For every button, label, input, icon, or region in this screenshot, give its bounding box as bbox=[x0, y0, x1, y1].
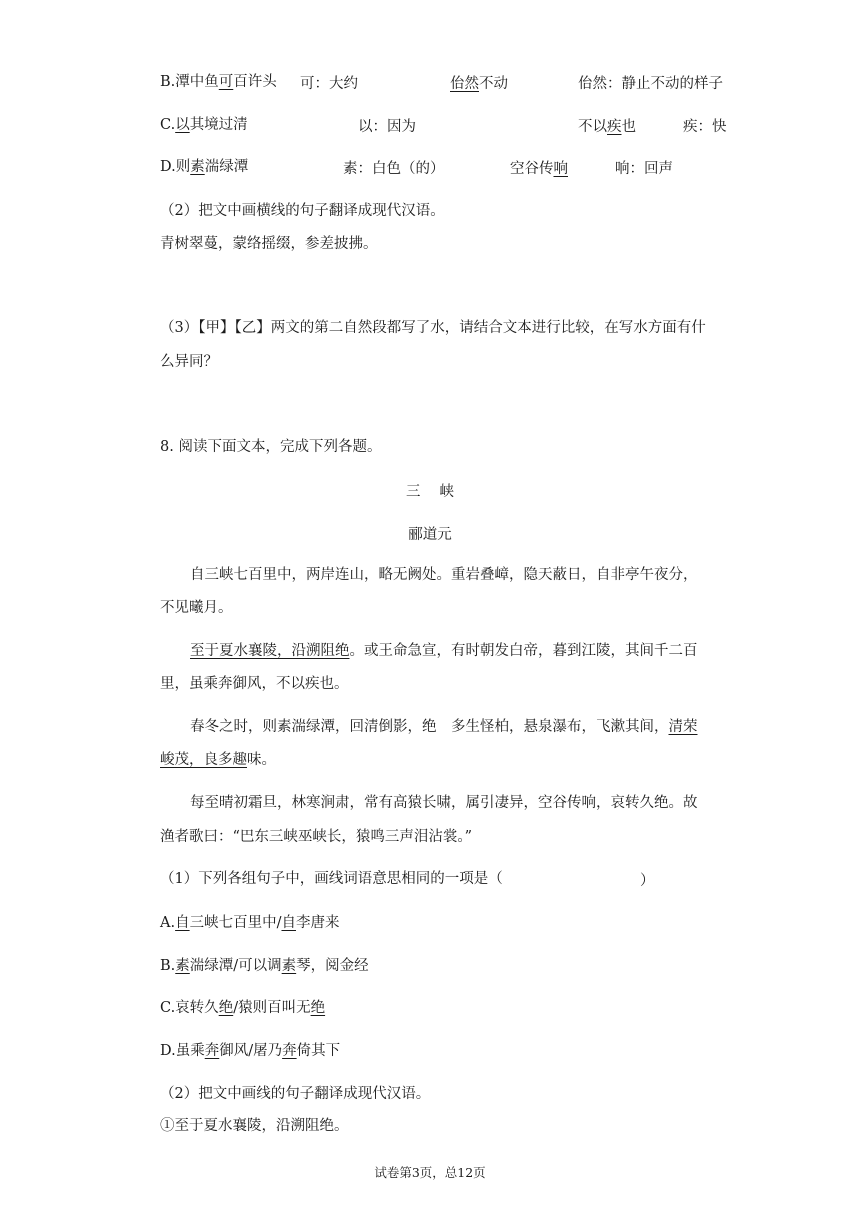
underlined-word: 素 bbox=[175, 958, 190, 974]
option-c-part2: 不以疾也 bbox=[578, 119, 636, 135]
underlined-word: 奔 bbox=[204, 1043, 220, 1059]
underlined-word: 疾 bbox=[607, 119, 622, 135]
passage-title: 三 峡 bbox=[405, 484, 455, 500]
underlined-word: 自 bbox=[175, 915, 190, 931]
underlined-sentence: 清荣 bbox=[668, 719, 698, 735]
gloss: 素：白色（的） bbox=[343, 161, 445, 177]
q8-option-c: C.哀转久绝/猿则百叫无绝 bbox=[160, 1000, 326, 1016]
paragraph-2-line2: 里，虽乘奔御风，不以疾也。 bbox=[160, 676, 349, 692]
sentence-to-translate: 青树翠蔓，蒙络摇缀，参差披拂。 bbox=[160, 236, 378, 252]
option-d: D.则素湍绿潭 bbox=[160, 159, 249, 175]
underlined-sentence: 至于夏水襄陵，沿溯阻绝 bbox=[190, 643, 350, 659]
paragraph-4-line2: 渔者歌曰：“巴东三峡巫峡长，猿鸣三声泪沾裳。” bbox=[160, 829, 473, 845]
underlined-word: 佁然 bbox=[450, 76, 479, 92]
underlined-word: 素 bbox=[190, 159, 205, 175]
underlined-word: 可 bbox=[218, 74, 234, 90]
paragraph-3-line2: 峻茂，良多趣味。 bbox=[160, 752, 276, 768]
paragraph-2-line1: 至于夏水襄陵，沿溯阻绝。或王命急宣，有时朝发白帝，暮到江陵，其间千二百 bbox=[190, 643, 698, 659]
underlined-sentence: 峻茂，良多 bbox=[160, 752, 233, 768]
option-d-part2: 空谷传响 bbox=[510, 161, 568, 177]
underlined-word: 素 bbox=[281, 958, 297, 974]
question-8-intro: 8. 阅读下面文本，完成下列各题。 bbox=[160, 439, 382, 455]
underlined-word: 响 bbox=[553, 161, 568, 177]
q8-option-d: D.虽乘奔御风/屠乃奔倚其下 bbox=[160, 1043, 341, 1059]
underlined-word: 趣 bbox=[232, 752, 247, 768]
passage-author: 郦道元 bbox=[408, 527, 452, 543]
question-8-1: （1）下列各组句子中，画线词语意思相同的一项是（ bbox=[160, 871, 503, 887]
underlined-word: 绝 bbox=[218, 1000, 234, 1016]
underlined-word: 奔 bbox=[282, 1043, 297, 1059]
underlined-word: 以 bbox=[175, 117, 190, 133]
gloss: 佁然：静止不动的样子 bbox=[578, 76, 723, 92]
option-b: B.潭中鱼可百许头 bbox=[160, 74, 277, 90]
gloss: 以：因为 bbox=[358, 119, 416, 135]
question-8-2-item-1: ①至于夏水襄陵，沿溯阻绝。 bbox=[160, 1118, 349, 1134]
paragraph-3-line1: 春冬之时，则素湍绿潭，回清倒影，绝 多生怪柏，悬泉瀑布，飞漱其间，清荣 bbox=[190, 719, 698, 735]
q8-option-b: B.素湍绿潭/可以调素琴，阅金经 bbox=[160, 958, 369, 974]
underlined-word: 自 bbox=[281, 915, 296, 931]
q8-option-a: A.自三峡七百里中/自李唐来 bbox=[160, 915, 340, 931]
option-b-part2: 佁然不动 bbox=[450, 76, 508, 92]
paragraph-1-line2: 不见曦月。 bbox=[160, 600, 233, 616]
page-footer: 试卷第3页，总12页 bbox=[374, 1165, 486, 1180]
option-c: C.以其境过清 bbox=[160, 117, 248, 133]
question-7-3-line1: （3）【甲】【乙】两文的第二自然段都写了水，请结合文本进行比较，在写水方面有什 bbox=[160, 320, 706, 336]
underlined-word: 绝 bbox=[310, 1000, 326, 1016]
question-7-3-line2: 么异同？ bbox=[160, 354, 218, 370]
gloss: 疾：快 bbox=[683, 119, 727, 135]
gloss: 可：大约 bbox=[300, 76, 358, 92]
gloss: 响：回声 bbox=[615, 161, 673, 177]
answer-blank-close: ） bbox=[640, 873, 655, 889]
question-7-2: （2）把文中画横线的句子翻译成现代汉语。 bbox=[160, 203, 445, 219]
question-8-2: （2）把文中画线的句子翻译成现代汉语。 bbox=[160, 1086, 431, 1102]
paragraph-1-line1: 自三峡七百里中，两岸连山，略无阙处。重岩叠嶂，隐天蔽日，自非亭午夜分， bbox=[190, 567, 698, 583]
paragraph-4-line1: 每至晴初霜旦，林寒涧肃，常有高猿长啸，属引凄异，空谷传响，哀转久绝。故 bbox=[190, 795, 698, 811]
